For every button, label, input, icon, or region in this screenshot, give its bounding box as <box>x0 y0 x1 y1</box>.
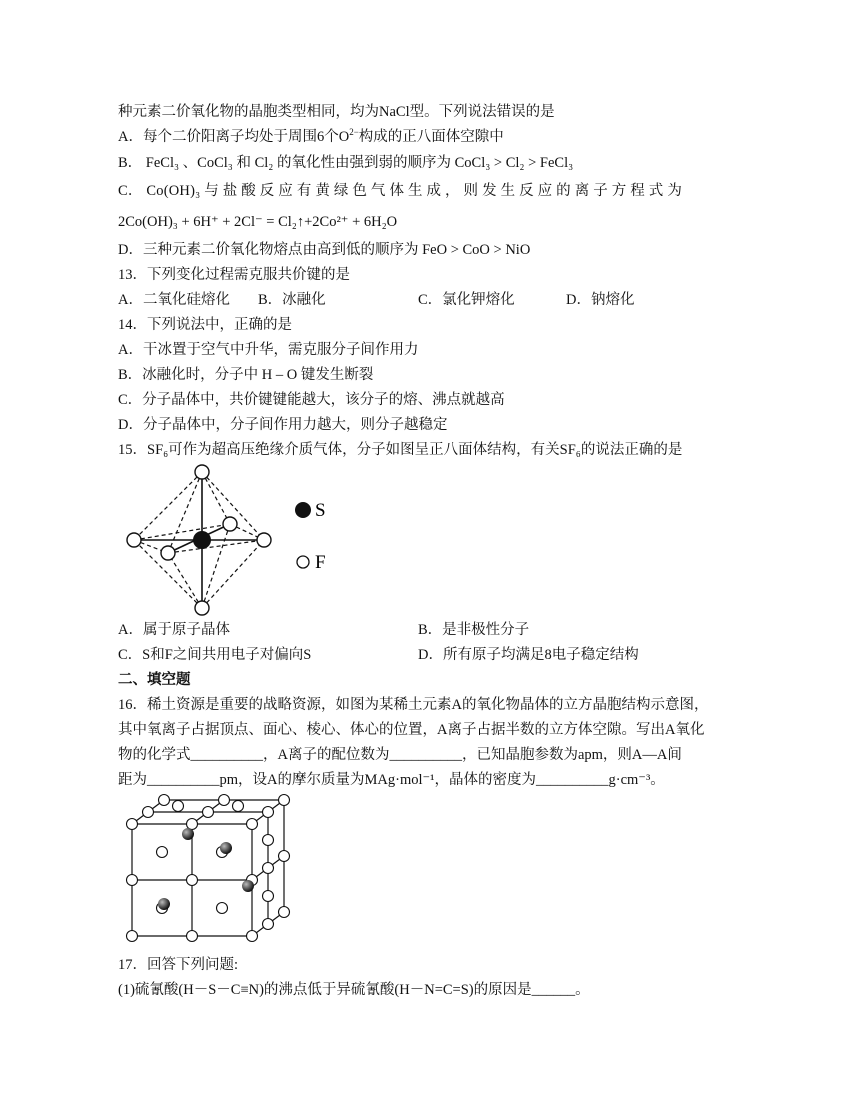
q16-line3: 物的化学式__________，A离子的配位数为__________，已知晶胞参数为apm，则A—A间 <box>118 747 682 763</box>
f-atom-back <box>223 517 237 531</box>
q12-option-a-post: 构成的正八面体空隙中 <box>358 129 504 145</box>
q12-option-b: B． FeCl₃ 、CoCl₃ 和 Cl₂ 的氧化性由强到弱的顺序为 CoCl₃ > Cl₂ > FeCl₃ <box>118 155 574 171</box>
q17-stem: 17．回答下列问题: <box>118 957 239 973</box>
a-ion-2 <box>220 842 232 854</box>
q15-option-b: B．是非极性分子 <box>418 622 530 638</box>
q13-stem: 13．下列变化过程需克服共价键的是 <box>118 267 350 283</box>
q13-option-c: C．氯化钾熔化 <box>418 292 515 308</box>
q12-option-c-equation: 2Co(OH)₃ + 6H⁺ + 2Cl⁻ = Cl₂↑+2Co²⁺ + 6H₂O <box>118 214 398 230</box>
f-atom-bottom <box>195 601 209 615</box>
q13-option-b: B．冰融化 <box>258 292 326 308</box>
legend-f-marker <box>297 556 309 568</box>
q14-option-b: B．冰融化时，分子中 H – O 键发生断裂 <box>118 367 374 383</box>
q12-option-a-pre: A．每个二价阳离子均处于周围6个 <box>118 129 339 145</box>
q12-option-a-ion: O <box>338 129 350 145</box>
q15-option-a: A．属于原子晶体 <box>118 622 230 638</box>
q16-line1: 16．稀土资源是重要的战略资源，如图为某稀土元素A的氧化物晶体的立方晶胞结构示意图， <box>118 697 709 713</box>
q15-option-d: D．所有原子均满足8电子稳定结构 <box>418 647 639 663</box>
legend-s-label: S <box>315 500 326 521</box>
sf6-octahedron-diagram <box>120 460 380 620</box>
q16-line2: 其中氧离子占据顶点、面心、棱心、体心的位置，A离子占据半数的立方体空隙。写出A氧化 <box>118 722 705 738</box>
q12-option-a-ion-charge: 2− <box>349 127 359 138</box>
a-ion-1 <box>182 828 194 840</box>
q14-option-c: C．分子晶体中，共价键键能越大，该分子的熔、沸点就越高 <box>118 392 505 408</box>
f-atom-top <box>195 465 209 479</box>
section-heading-fill-in: 二、填空题 <box>118 672 191 688</box>
f-atom-left <box>127 533 141 547</box>
crystal-unit-cell-diagram <box>122 792 300 948</box>
q15-stem: 15．SF₆可作为超高压绝缘介质气体，分子如图呈正八面体结构，有关SF₆的说法正确的是 <box>118 442 683 458</box>
q14-option-d: D．分子晶体中，分子间作用力越大，则分子越稳定 <box>118 417 448 433</box>
a-ion-3 <box>242 880 254 892</box>
q12-option-c-line1: C． Co(OH)₃ 与 盐 酸 反 应 有 黄 绿 色 气 体 生 成 ， 则 发 生 反 应 的 离 子 方 程 式 为 <box>118 183 683 199</box>
q15-option-c: C．S和F之间共用电子对偏向S <box>118 647 312 663</box>
f-atom-front <box>161 546 175 560</box>
q13-option-d: D．钠熔化 <box>566 292 635 308</box>
q12-option-a <box>118 127 504 147</box>
a-ion-4 <box>158 898 170 910</box>
q17-sub1: (1)硫氰酸(H－S－C≡N)的沸点低于异硫氰酸(H－N=C=S)的原因是______。 <box>118 982 590 998</box>
s-atom-center <box>193 531 211 549</box>
q12-option-d: D．三种元素二价氧化物熔点由高到低的顺序为 FeO > CoO > NiO <box>118 242 531 258</box>
legend-f-label: F <box>315 552 326 573</box>
q14-option-a: A．干冰置于空气中升华，需克服分子间作用力 <box>118 342 419 358</box>
q14-stem: 14．下列说法中，正确的是 <box>118 317 292 333</box>
f-atom-right <box>257 533 271 547</box>
q13-option-a: A．二氧化硅熔化 <box>118 292 230 308</box>
q12-intro: 种元素二价氧化物的晶胞类型相同，均为NaCl型。下列说法错误的是 <box>118 104 555 120</box>
q16-line4: 距为__________pm，设A的摩尔质量为MAg·mol⁻¹，晶体的密度为__________g·cm⁻³。 <box>118 772 665 788</box>
legend-s-marker <box>295 502 311 518</box>
